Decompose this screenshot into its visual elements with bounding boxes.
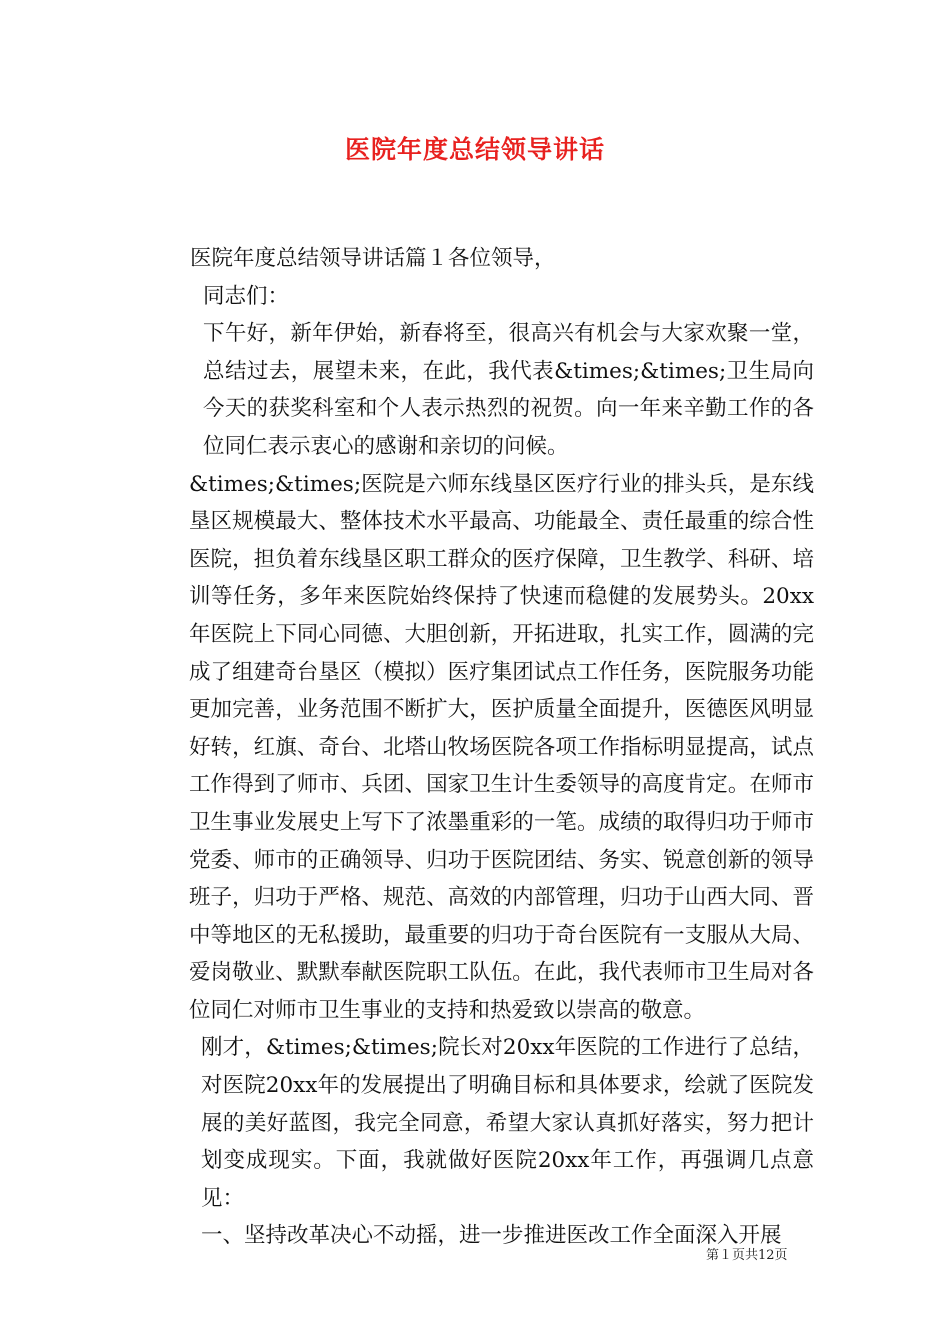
greeting-paragraph: 医院年度总结领导讲话篇１各位领导， bbox=[190, 246, 556, 271]
achievements-paragraph: &times;&times;医院是六师东线垦区医疗行业的排头兵，是东线垦区规模最大、整体技术水平最高、功能最全、责任最重的综合性医院，担负着东线垦区职工群众的医疗保障，卫生教学、科研、培训等任务，多年来医院始终保持了快速而稳健的发展势头。20xx年医院上下同心同德、大胆创新，开拓进取，扎实工作，圆满的完成了组建奇台垦区（模拟）医疗集团试点工作任务，医院服务功能更加完善，业务范围不断扩大，医护质量全面提升，医德医风明显好转，红旗、奇台、北塔山牧场医院各项工作指标明显提高，试点工作得到了师市、兵团、国家卫生计生委领导的高度肯定。在师市卫生事业发展史上写下了浓墨重彩的一笔。成绩的取得归功于师市党委、师市的正确领导、归功于医院团结、务实、锐意创新的领导班子，归功于严格、规范、高效的内部管理，归功于山西大同、晋中等地区的无私援助，最重要的归功于奇台医院有一支服从大局、爱岗敬业、默默奉献医院职工队伍。在此，我代表师市卫生局对各位同仁对师市卫生事业的支持和热爱致以崇高的敬意。 bbox=[189, 471, 814, 1023]
section-heading-paragraph: 一、坚持改革决心不动摇，进一步推进医改工作全面深入开展 bbox=[201, 1223, 782, 1249]
document-body bbox=[146, 240, 814, 1255]
opening-paragraph: 下午好，新年伊始，新春将至，很高兴有机会与大家欢聚一堂，总结过去，展望未来，在此，我代表&times;&times;卫生局向今天的获奖科室和个人表示热烈的祝贺。向一年来辛勤工作的各位同仁表示衷心的感谢和亲切的问候。 bbox=[203, 321, 814, 459]
summary-paragraph: 刚才，&times;&times;院长对20xx年医院的工作进行了总结，对医院20xx年的发展提出了明确目标和具体要求，绘就了医院发展的美好蓝图，我完全同意，希望大家认真抓好落实，努力把计划变成现实。下面，我就做好医院20xx年工作，再强调几点意见： bbox=[201, 1035, 814, 1211]
salutation-paragraph: 同志们： bbox=[203, 283, 290, 309]
page-number: 第１页共12页 bbox=[706, 1248, 788, 1263]
document-title: 医院年度总结领导讲话 bbox=[344, 135, 605, 164]
